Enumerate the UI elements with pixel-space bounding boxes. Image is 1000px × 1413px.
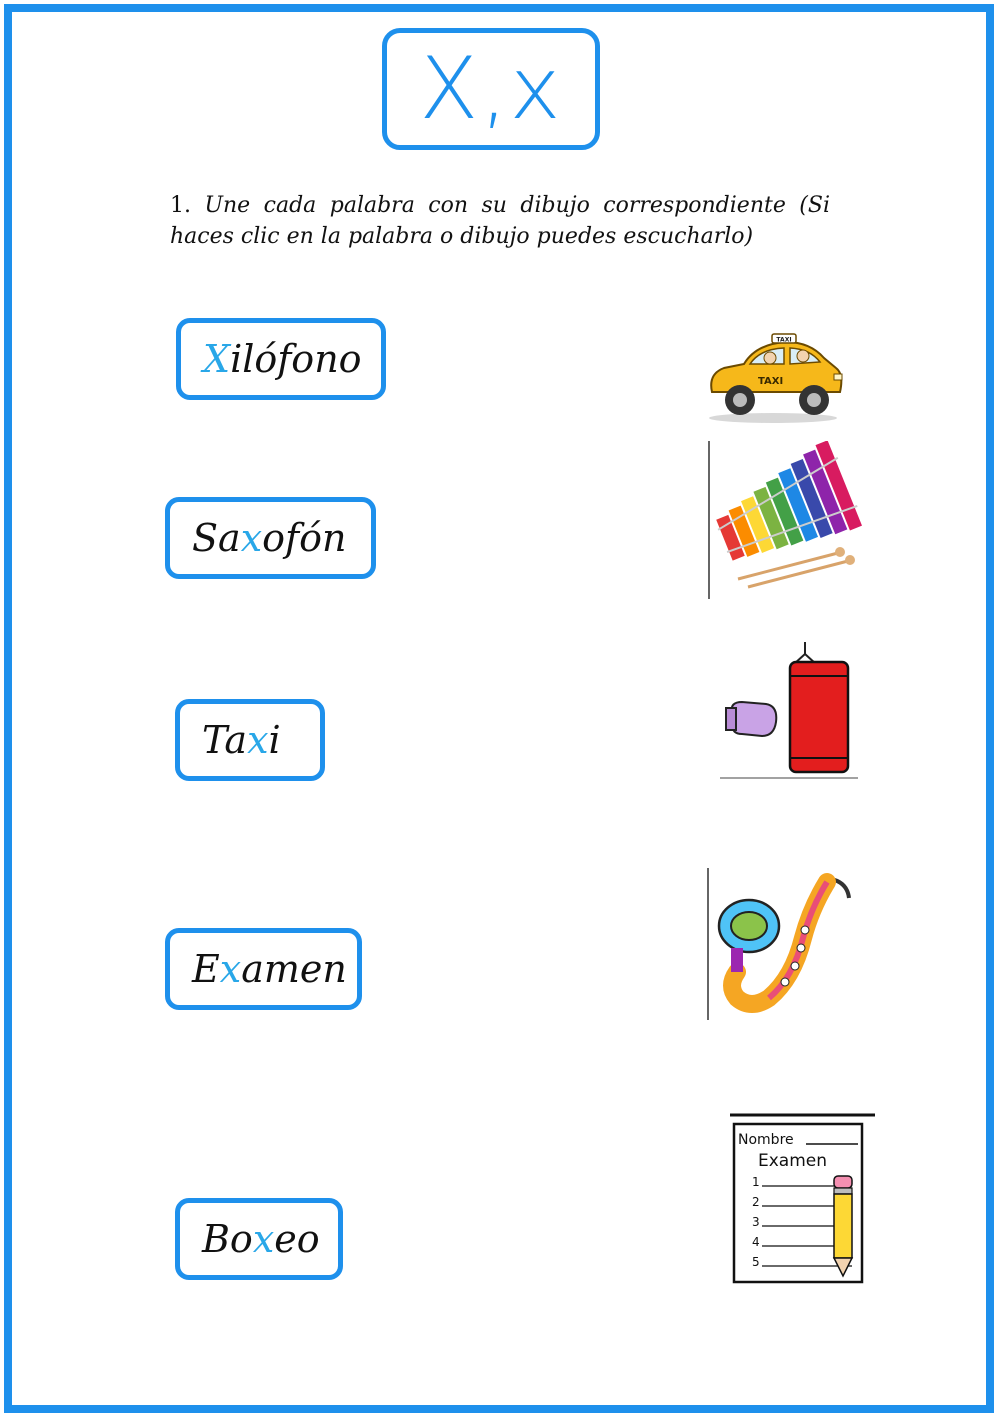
exam-line-2: 2 bbox=[752, 1195, 760, 1209]
punching-bag-icon bbox=[720, 642, 858, 779]
exam-line-4: 4 bbox=[752, 1235, 760, 1249]
word-card-boxeo[interactable] bbox=[175, 1198, 343, 1280]
word-x-letter: X bbox=[203, 337, 231, 381]
picture-xylophone[interactable] bbox=[708, 441, 863, 599]
saxophone-icon bbox=[707, 868, 859, 1020]
word-prefix: Sa bbox=[192, 516, 241, 560]
word-suffix: ilófono bbox=[230, 337, 362, 381]
word-card-xilofono[interactable] bbox=[176, 318, 386, 400]
instructions bbox=[170, 190, 830, 252]
picture-saxophone[interactable] bbox=[707, 868, 859, 1020]
word-suffix: eo bbox=[274, 1217, 320, 1261]
word-x-letter: x bbox=[240, 516, 263, 560]
word-suffix: amen bbox=[241, 947, 347, 991]
exam-name-label: Nombre bbox=[738, 1132, 794, 1148]
word-x-letter: x bbox=[252, 1217, 275, 1261]
word-x-letter: x bbox=[219, 947, 242, 991]
title-box bbox=[382, 28, 600, 150]
instruction-text: Une cada palabra con su dibujo correspondiente (Si haces clic en la palabra o dibujo puedes escucharlo) bbox=[170, 193, 830, 249]
instruction-number: 1. bbox=[170, 193, 191, 218]
word-card-saxofon[interactable] bbox=[165, 497, 376, 579]
word-prefix: E bbox=[192, 947, 220, 991]
word-prefix: Bo bbox=[202, 1217, 253, 1261]
word-prefix: Ta bbox=[202, 718, 248, 762]
exam-line-1: 1 bbox=[752, 1175, 760, 1189]
word-card-taxi[interactable] bbox=[175, 699, 325, 781]
word-suffix: ofón bbox=[262, 516, 347, 560]
taxi-icon bbox=[698, 322, 848, 427]
picture-taxi[interactable] bbox=[698, 322, 848, 427]
exam-title: Examen bbox=[758, 1151, 828, 1171]
exam-line-3: 3 bbox=[752, 1215, 760, 1229]
exam-sheet-icon bbox=[730, 1112, 875, 1285]
exam-line-5: 5 bbox=[752, 1255, 760, 1269]
taxi-sign: TAXI bbox=[776, 336, 792, 344]
picture-boxing[interactable] bbox=[720, 642, 858, 779]
xylophone-icon bbox=[708, 441, 863, 599]
word-suffix: i bbox=[268, 718, 281, 762]
word-x-letter: x bbox=[247, 718, 269, 762]
page-title: X,x bbox=[419, 39, 563, 139]
taxi-door-label: TAXI bbox=[758, 376, 784, 387]
picture-exam[interactable] bbox=[730, 1112, 875, 1285]
word-card-examen[interactable] bbox=[165, 928, 362, 1010]
